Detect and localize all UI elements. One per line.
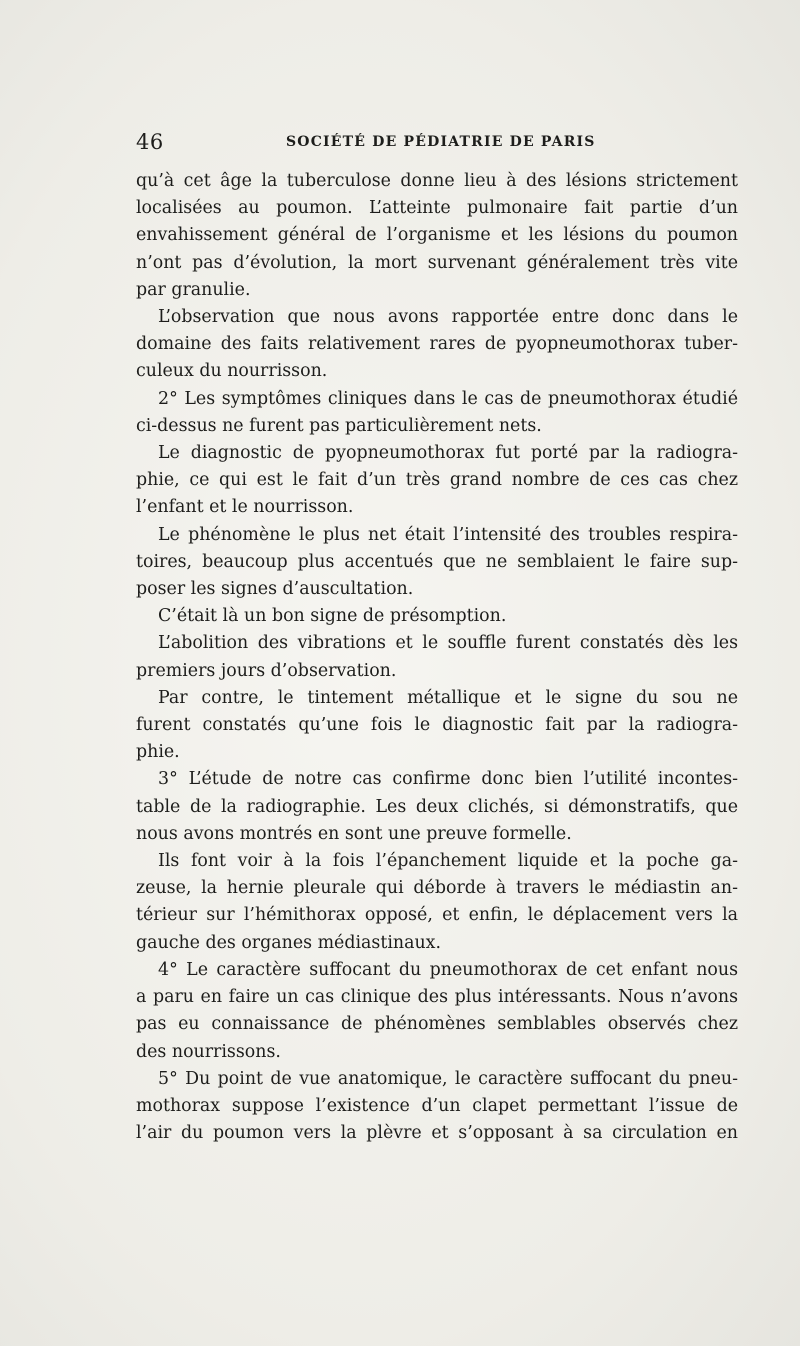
text-line: L’observation que nous avons rapportée entre donc dans le [158,307,738,328]
text-line: n’ont pas d’évolution, la mort survenant généralement très vite [136,252,738,273]
text-line: l’air du poumon vers la plèvre et s’opposant à sa circulation en [136,1123,738,1144]
text-line: table de la radiographie. Les deux clichés, si démonstratifs, que [136,796,738,817]
text-line: 2° Les symptômes cliniques dans le cas de pneumothorax étudié [158,388,738,409]
text-line: térieur sur l’hémithorax opposé, et enfin, le déplacement vers la [136,905,738,926]
text-line: pas eu connaissance de phénomènes semblables observés chez [136,1014,738,1035]
text-line: phie. [136,742,180,763]
text-line: Par contre, le tintement métallique et le signe du sou ne [158,687,738,708]
text-line: envahissement général de l’organisme et les lésions du poumon [136,225,738,246]
text-line: premiers jours d’observation. [136,660,397,681]
body-text [136,168,738,1147]
text-line: qu’à cet âge la tuberculose donne lieu à des lésions strictement [136,171,738,191]
page-header [136,130,738,160]
page-number: 46 [136,130,164,154]
text-line: 5° Du point de vue anatomique, le caractère suffocant du pneu- [158,1068,738,1089]
text-line: localisées au poumon. L’atteinte pulmonaire fait partie d’un [136,198,738,219]
text-line: phie, ce qui est le fait d’un très grand nombre de ces cas chez [136,470,738,491]
text-line: culeux du nourrisson. [136,361,328,382]
text-line: ci-dessus ne furent pas particulièrement nets. [136,415,542,436]
text-line: gauche des organes médiastinaux. [136,932,441,953]
text-line: toires, beaucoup plus accentués que ne semblaient le faire sup- [136,551,738,572]
text-line: l’enfant et le nourrisson. [136,497,354,518]
running-title: SOCIÉTÉ DE PÉDIATRIE DE PARIS [286,134,596,150]
text-line: nous avons montrés en sont une preuve formelle. [136,823,572,844]
text-line: par granulie. [136,279,251,300]
text-line: zeuse, la hernie pleurale qui déborde à travers le médiastin an- [136,878,738,899]
text-line: furent constatés qu’une fois le diagnostic fait par la radiogra- [136,715,738,736]
text-line: 4° Le caractère suffocant du pneumothorax de cet enfant nous [158,959,738,980]
text-line: poser les signes d’auscultation. [136,579,414,600]
text-line: a paru en faire un cas clinique des plus intéressants. Nous n’avons [136,987,738,1008]
text-line: Le diagnostic de pyopneumothorax fut porté par la radiogra- [158,443,738,464]
text-line: Ils font voir à la fois l’épanchement liquide et la poche ga- [158,851,738,872]
text-line: des nourrissons. [136,1041,281,1062]
text-line: 3° L’étude de notre cas confirme donc bien l’utilité incontes- [158,769,738,790]
text-line: mothorax suppose l’existence d’un clapet permettant l’issue de [136,1095,738,1116]
text-line: Le phénomène le plus net était l’intensité des troubles respira- [158,524,738,545]
text-line: C’était là un bon signe de présomption. [158,606,507,627]
text-line: L’abolition des vibrations et le souffle furent constatés dès les [158,633,738,654]
text-line: domaine des faits relativement rares de pyopneumothorax tuber- [136,334,738,355]
